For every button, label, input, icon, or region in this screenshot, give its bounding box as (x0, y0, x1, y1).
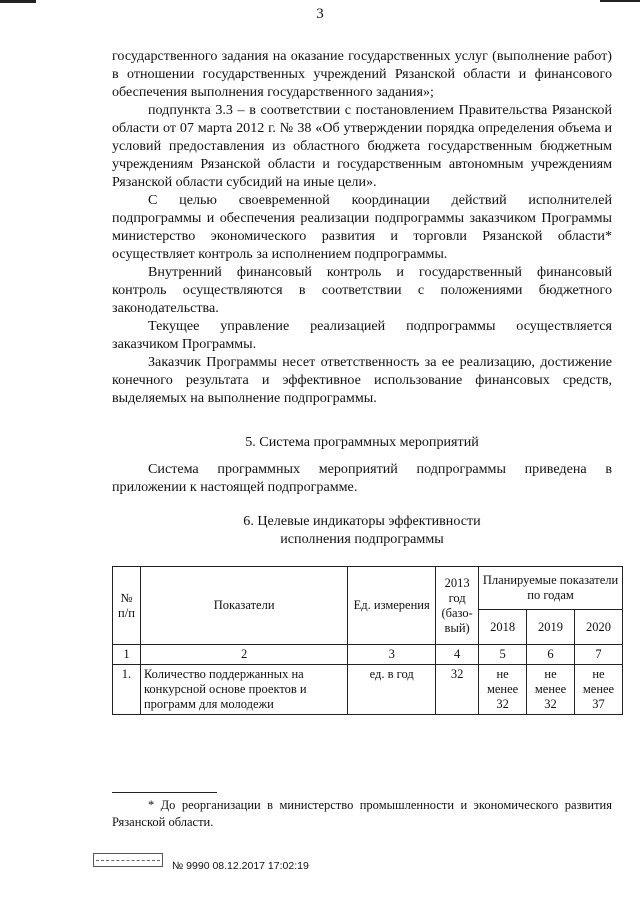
section-5-heading: 5. Система программных мероприятий (245, 434, 479, 450)
header-year: 2018 (479, 610, 527, 645)
column-number: 3 (348, 645, 436, 665)
paragraph: государственного задания на оказание государственных услуг (выполнение работ) в отношении государственных учреждений Рязанской области и финансового обеспечения выполнения государственного задания»; (112, 48, 612, 100)
header-unit: Ед. измерения (348, 567, 436, 645)
table-column-numbers-row (113, 645, 623, 665)
column-number: 2 (140, 645, 347, 665)
section-5-text: Система программных мероприятий подпрограммы приведена в приложении к настоящей подпрограмме. (112, 461, 612, 495)
header-year: 2019 (527, 610, 575, 645)
row-value-2020: не менее 37 (574, 665, 622, 715)
row-base: 32 (436, 665, 479, 715)
header-planned: Планируемые показатели по годам (479, 567, 623, 610)
section-6-heading-line: исполнения подпрограммы (280, 531, 444, 547)
scan-artifact (600, 0, 640, 2)
row-unit: ед. в год (348, 665, 436, 715)
footnote: * До реорганизации в министерство промышленности и экономического развития Рязанской области. (112, 798, 612, 829)
row-value-2018: не менее 32 (479, 665, 527, 715)
section-6-heading (112, 512, 612, 548)
paragraph: Текущее управление реализацией подпрограммы осуществляется заказчиком Программы. (112, 318, 612, 352)
column-number: 1 (113, 645, 141, 665)
header-base-year: 2013 год (базо-вый) (436, 567, 479, 645)
row-indicator: Количество поддержанных на конкурсной основе проектов и программ для молодежи (140, 665, 347, 715)
column-number: 4 (436, 645, 479, 665)
column-number: 5 (479, 645, 527, 665)
table-header-row (113, 567, 623, 610)
page-number: 3 (316, 6, 324, 22)
table-row (113, 665, 623, 715)
registration-number: № 9990 08.12.2017 17:02:19 (172, 860, 309, 872)
row-num: 1. (113, 665, 141, 715)
paragraph: Внутренний финансовый контроль и государственный финансовый контроль осуществляются в соответствии с положениями бюджетного законодательства. (112, 264, 612, 316)
scan-artifact (0, 0, 36, 3)
row-value-2019: не менее 32 (527, 665, 575, 715)
registry-stamp-icon (93, 853, 163, 867)
paragraph: Заказчик Программы несет ответственность за ее реализацию, достижение конечного результата и эффективное использование финансовых средств, выделяемых на выполнение подпрограммы. (112, 354, 612, 406)
footnote-divider (112, 792, 217, 793)
header-year: 2020 (574, 610, 622, 645)
indicators-table (112, 566, 623, 715)
paragraph: подпункта 3.3 – в соответствии с постановлением Правительства Рязанской области от 07 марта 2012 г. № 38 «Об утверждении порядка определения объема и условий предоставления из областного бюджета государственным бюджетным учреждениям Рязанской области и государственным автономным учреждениям Рязанской области субсидий на иные цели». (112, 102, 612, 190)
section-6-heading-line: 6. Целевые индикаторы эффективности (243, 513, 481, 529)
body-text (112, 47, 612, 407)
column-number: 6 (527, 645, 575, 665)
header-num: № п/п (113, 567, 141, 645)
paragraph: С целью своевременной координации действий исполнителей подпрограммы и обеспечения реализации подпрограммы заказчиком Программы министерство экономического развития и торговли Рязанской области* осуществляет контроль за исполнением подпрограммы. (112, 192, 612, 262)
header-indicator: Показатели (140, 567, 347, 645)
column-number: 7 (574, 645, 622, 665)
